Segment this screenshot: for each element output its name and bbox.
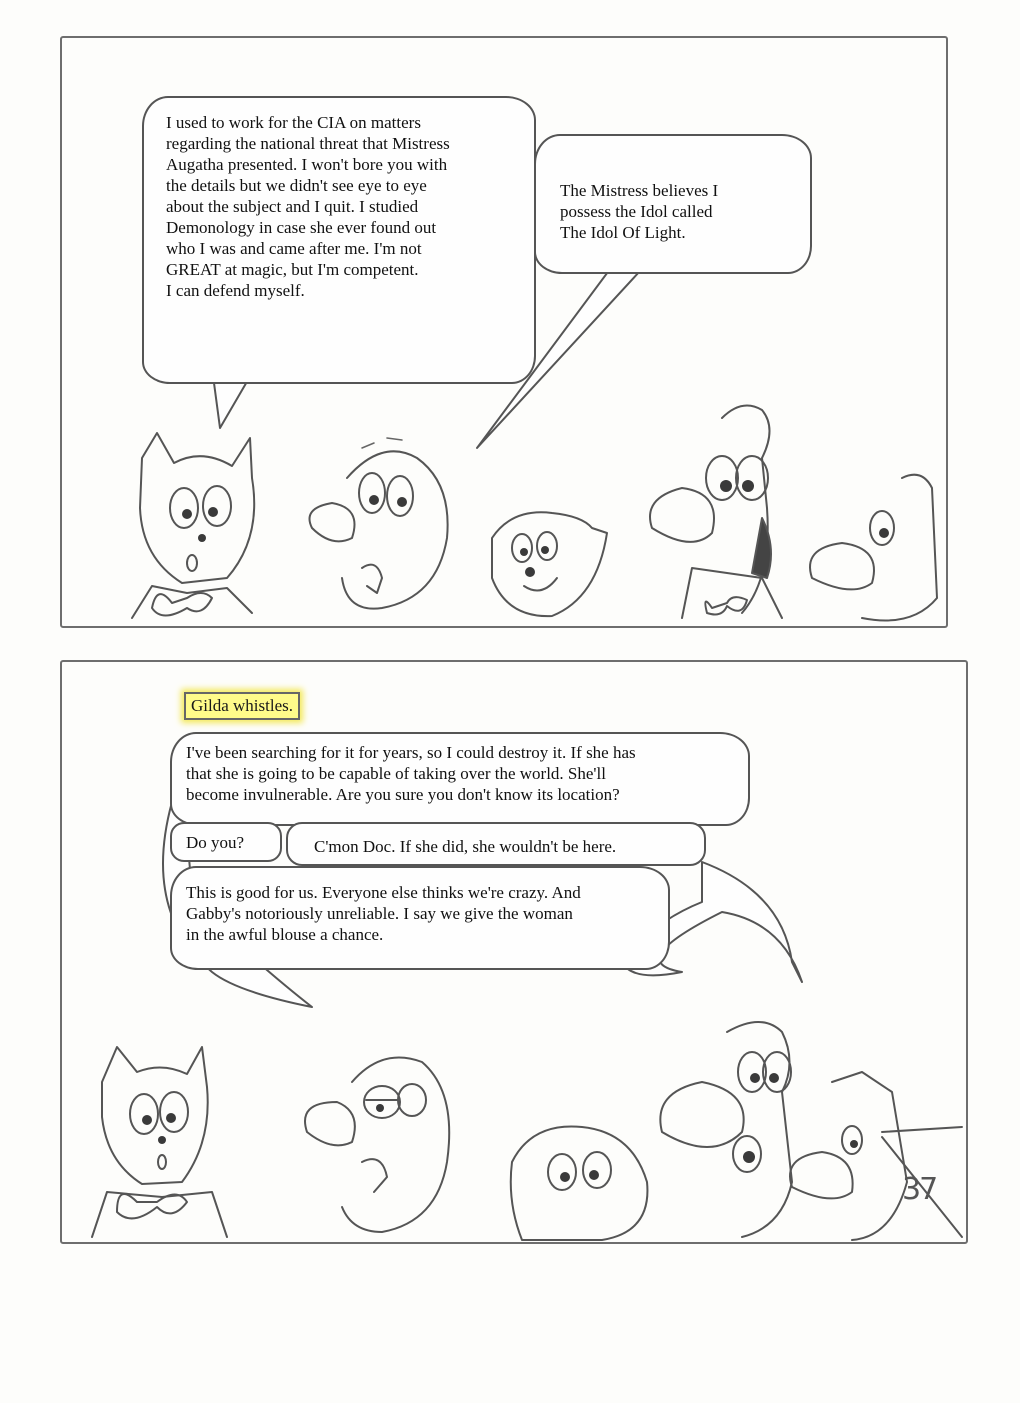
partial-character [810,475,937,621]
big-nose-character [305,1058,449,1233]
speech-text: The Mistress believes I possess the Idol called The Idol Of Light. [560,181,719,242]
partial-character [790,1072,962,1240]
speech-bubble-do-you [170,822,282,862]
panel-2 [60,660,968,1244]
speech-text: I've been searching for it for years, so I could destroy it. If she has that she is going to be capable of taking over the world. She'll become invulnerable. Are you sure you don't know its location? [186,743,636,804]
speech-bubble-idol [534,134,812,274]
page-number: 37 [902,1172,937,1207]
speech-text: This is good for us. Everyone else thinks we're crazy. And Gabby's notoriously unreliable. I say we give the woman in the awful blouse a chance. [186,883,581,944]
big-nose-character [310,438,448,609]
cat-character [132,433,254,618]
speech-bubble-good-for-us [170,866,670,970]
goofy-character [650,406,782,619]
panel-1 [60,36,948,628]
speech-text: I used to work for the CIA on matters regarding the national threat that Mistress Augatha presented. I won't bore you with the details but we didn't see eye to eye about the subject and I quit. I studied Demonology in case she ever found out who I was and came after me. I'm not GREAT at magic, but I'm competent. I can defend myself. [166,113,450,300]
speech-bubble-searching [170,732,750,826]
speech-bubble-cia [142,96,536,384]
speech-text: C'mon Doc. If she did, she wouldn't be here. [314,837,617,856]
speech-bubble-cmon-doc [286,822,706,866]
cat-character [92,1047,227,1237]
round-character [511,1126,648,1240]
narration-caption: Gilda whistles. [184,692,300,720]
goofy-character [660,1022,792,1237]
speech-text: Do you? [186,833,245,852]
round-character [492,512,607,616]
